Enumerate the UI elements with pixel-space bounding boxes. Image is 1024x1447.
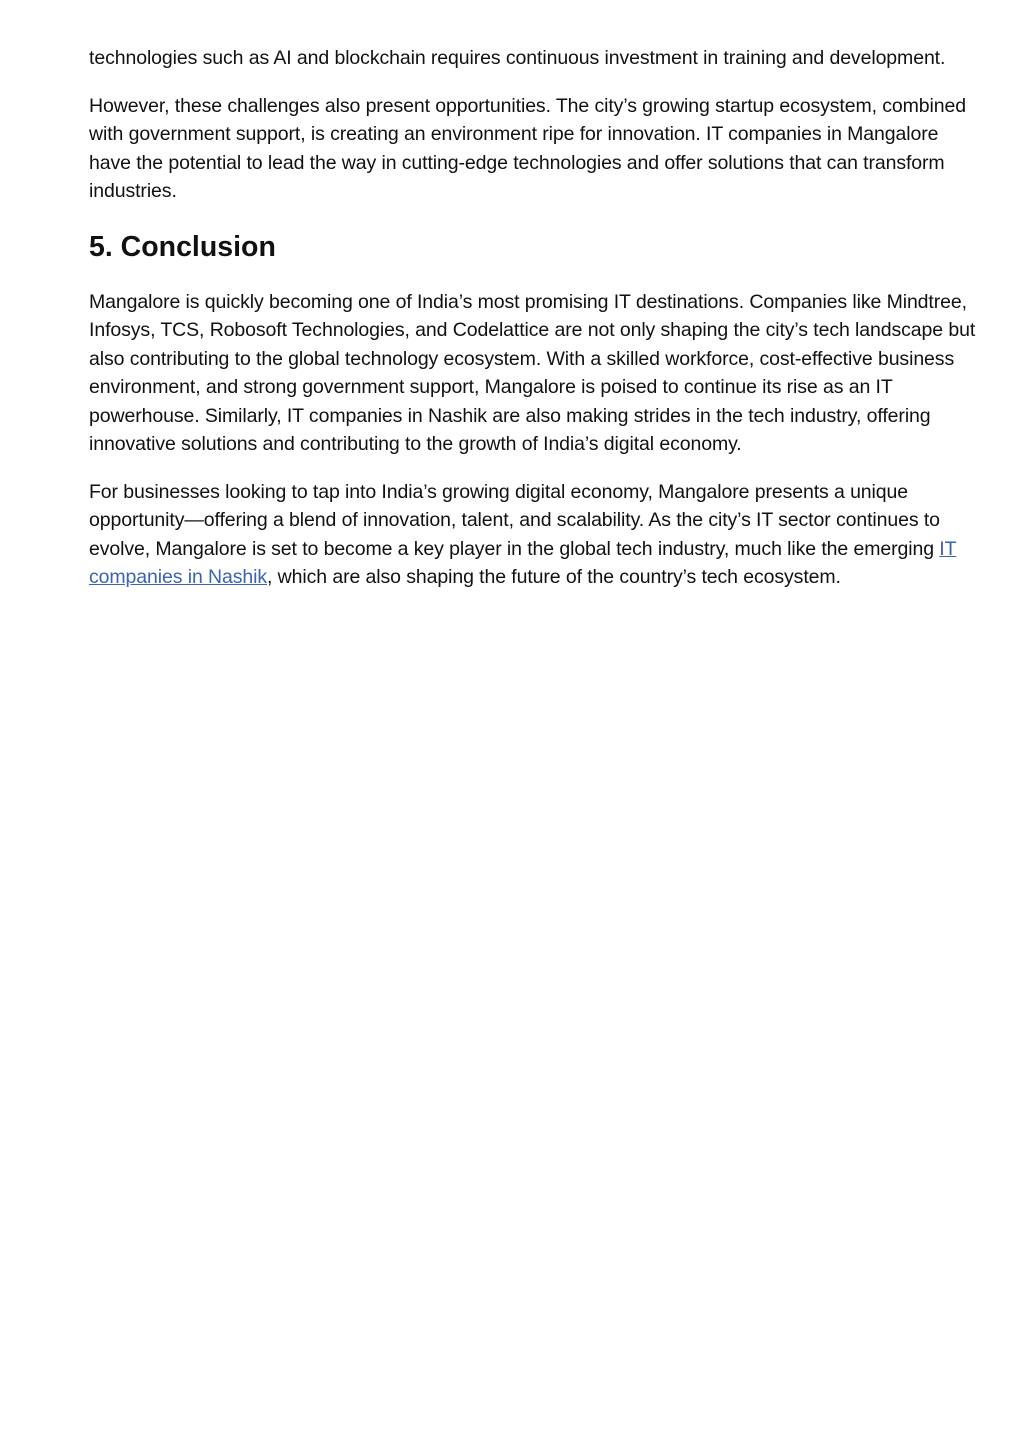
paragraph-outlook-text-start: For businesses looking to tap into India’s growing digital economy, Mangalore presents a unique opportunity—offering a blend of innovation, talent, and scalability. As the city’s IT sector continues to evolve, Mangalore is set to become a key player in the global tech industry, much like the emerging bbox=[89, 480, 940, 560]
paragraph-conclusion-outlook bbox=[89, 478, 979, 592]
it-companies-nashik-link[interactable]: IT companies in Nashik bbox=[89, 537, 957, 588]
paragraph-opportunities: However, these challenges also present opportunities. The city’s growing startup ecosystem, combined with government support, is creating an environment ripe for innovation. IT companies in Mangalore have the potential to lead the way in cutting-edge technologies and offer solutions that can transform industries. bbox=[89, 94, 967, 202]
paragraph-outlook-text-end: , which are also shaping the future of the country’s tech ecosystem. bbox=[267, 566, 841, 588]
paragraph-conclusion-summary: Mangalore is quickly becoming one of India’s most promising IT destinations. Companies like Mindtree, Infosys, TCS, Robosoft Technologies, and Codelattice are not only shaping the city’s tech landscape but also contributing to the global technology ecosystem. With a skilled workforce, cost-effective business environment, and strong government support, Mangalore is poised to continue its rise as an IT powerhouse. Similarly, IT companies in Nashik are also making strides in the tech industry, offering innovative solutions and contributing to the growth of India’s digital economy. bbox=[89, 290, 976, 455]
document-page bbox=[89, 44, 979, 611]
paragraph-training-development: technologies such as AI and blockchain requires continuous investment in training and development. bbox=[89, 47, 946, 69]
section-heading-conclusion: 5. Conclusion bbox=[89, 230, 276, 263]
